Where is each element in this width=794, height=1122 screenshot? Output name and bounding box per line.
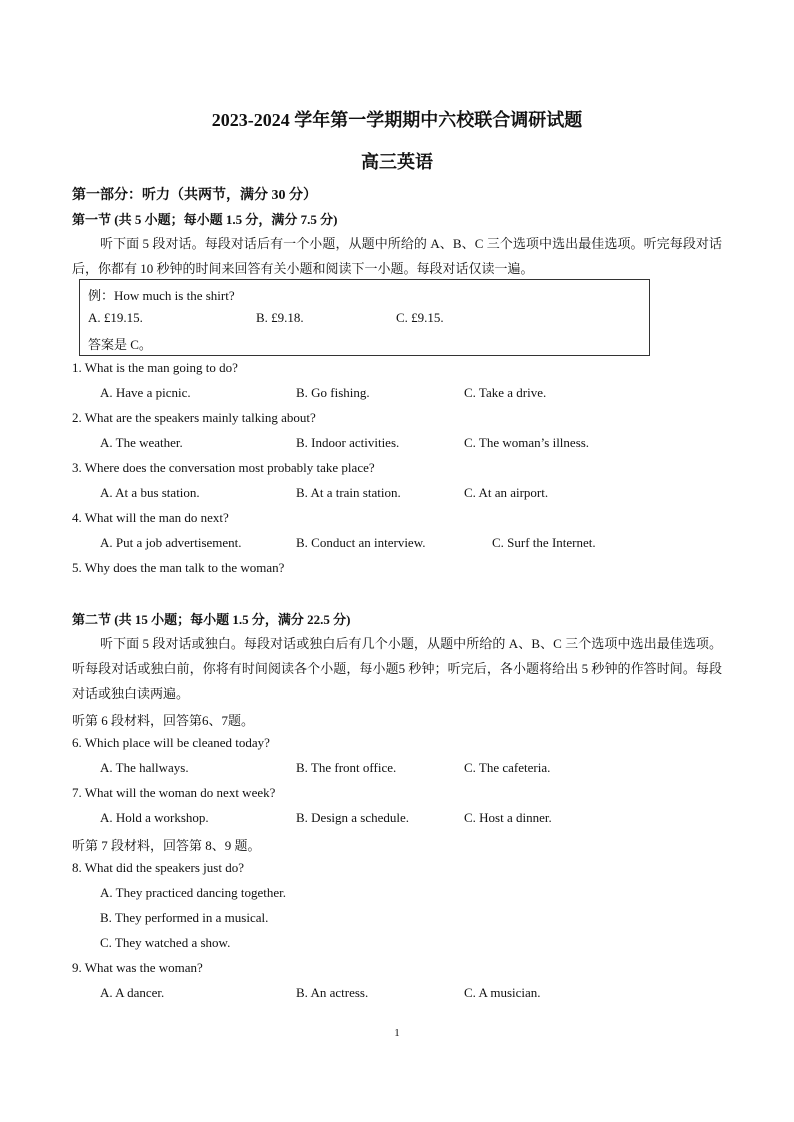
section1-heading: 第一节 (共 5 小题；每小题 1.5 分，满分 7.5 分) xyxy=(72,212,338,227)
q2-option-a: A. The weather. xyxy=(100,435,183,450)
q6-option-a: A. The hallways. xyxy=(100,760,189,775)
q6-option-c: C. The cafeteria. xyxy=(464,760,551,775)
example-answer: 答案是 C。 xyxy=(88,337,152,352)
q2-option-b: B. Indoor activities. xyxy=(296,435,400,450)
q8-option-c: C. They watched a show. xyxy=(100,935,231,950)
question-1: 1. What is the man going to do? xyxy=(72,360,238,375)
q4-option-c: C. Surf the Internet. xyxy=(492,535,596,550)
example-option-c: C. £9.15. xyxy=(396,310,444,325)
question-7: 7. What will the woman do next week? xyxy=(72,785,276,800)
section2-heading: 第二节 (共 15 小题；每小题 1.5 分，满分 22.5 分) xyxy=(72,612,351,627)
material-7-note: 听第 7 段材料，回答第 8、9 题。 xyxy=(72,838,261,853)
q7-option-c: C. Host a dinner. xyxy=(464,810,552,825)
q3-option-b: B. At a train station. xyxy=(296,485,401,500)
q1-option-a: A. Have a picnic. xyxy=(100,385,191,400)
q6-option-b: B. The front office. xyxy=(296,760,397,775)
question-9: 9. What was the woman? xyxy=(72,960,203,975)
question-5: 5. Why does the man talk to the woman? xyxy=(72,560,285,575)
exam-title: 2023-2024 学年第一学期期中六校联合调研试题 xyxy=(211,110,583,130)
question-6: 6. Which place will be cleaned today? xyxy=(72,735,270,750)
section2-instructions: 听下面 5 段对话或独白。每段对话或独白后有几个小题，从题中所给的 A、B、C 三个选项中选出最佳选项。听每段对话或独白前，你将有时间阅读各个小题，每小题5 秒钟；听完后，各小题将给出 5 秒钟的作答时间。每段对话或独白读两遍。 xyxy=(72,636,722,701)
part1-heading: 第一部分：听力（共两节，满分 30 分） xyxy=(72,188,317,203)
q9-option-c: C. A musician. xyxy=(464,985,541,1000)
q3-option-c: C. At an airport. xyxy=(464,485,549,500)
q2-option-c: C. The woman’s illness. xyxy=(464,435,590,450)
q7-option-b: B. Design a schedule. xyxy=(296,810,410,825)
q4-option-a: A. Put a job advertisement. xyxy=(100,535,242,550)
question-4: 4. What will the man do next? xyxy=(72,510,229,525)
page-number: 1 xyxy=(394,1027,400,1039)
exam-subtitle: 高三英语 xyxy=(361,152,433,172)
q8-option-a: A. They practiced dancing together. xyxy=(100,885,287,900)
question-3: 3. Where does the conversation most probably take place? xyxy=(72,460,375,475)
example-option-a: A. £19.15. xyxy=(88,310,143,325)
example-question: 例：How much is the shirt? xyxy=(88,288,235,303)
material-6-note: 听第 6 段材料，回答第6、7题。 xyxy=(72,713,255,728)
question-8: 8. What did the speakers just do? xyxy=(72,860,244,875)
q9-option-b: B. An actress. xyxy=(296,985,369,1000)
example-option-b: B. £9.18. xyxy=(256,310,304,325)
q4-option-b: B. Conduct an interview. xyxy=(296,535,426,550)
q3-option-a: A. At a bus station. xyxy=(100,485,200,500)
section1-instructions: 听下面 5 段对话。每段对话后有一个小题，从题中所给的 A、B、C 三个选项中选出最佳选项。听完每段对话后，你都有 10 秒钟的时间来回答有关小题和阅读下一小题。每段对话仅读一遍。 xyxy=(72,236,722,276)
q7-option-a: A. Hold a workshop. xyxy=(100,810,209,825)
q1-option-b: B. Go fishing. xyxy=(296,385,370,400)
question-2: 2. What are the speakers mainly talking about? xyxy=(72,410,316,425)
q1-option-c: C. Take a drive. xyxy=(464,385,547,400)
q8-option-b: B. They performed in a musical. xyxy=(100,910,269,925)
q9-option-a: A. A dancer. xyxy=(100,985,165,1000)
